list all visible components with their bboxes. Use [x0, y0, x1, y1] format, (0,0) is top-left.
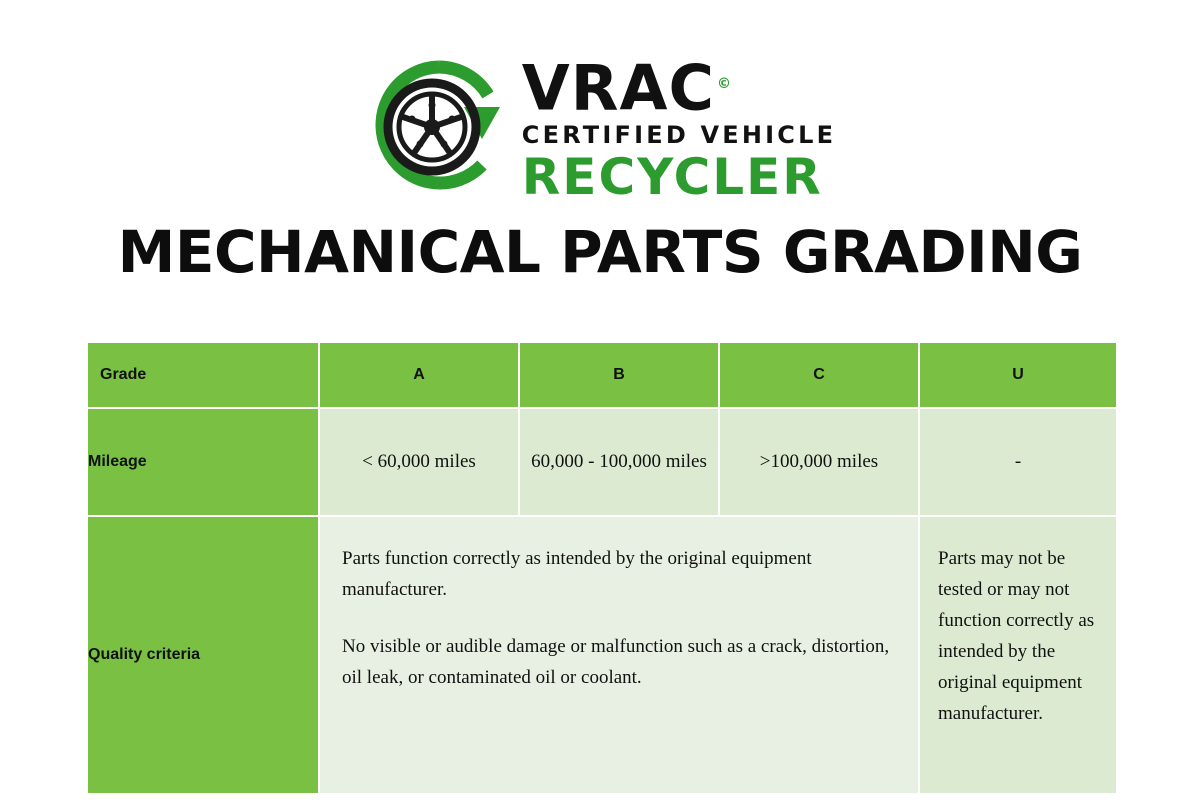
quality-criteria-u: Parts may not be tested or may not function correctly as intended by the original equipment manufacturer. [919, 516, 1117, 794]
mileage-value-u: - [919, 408, 1117, 516]
header-column-b: B [519, 342, 719, 408]
header-column-a: A [319, 342, 519, 408]
grading-table [86, 341, 1118, 795]
wheel-recycle-arrow-icon [364, 55, 514, 195]
quality-criteria-paragraph-2: No visible or audible damage or malfunction such as a crack, distortion, oil leak, or contaminated oil or coolant. [342, 636, 890, 688]
mileage-value-a: < 60,000 miles [319, 408, 519, 516]
row-label-quality-criteria: Quality criteria [87, 516, 319, 794]
header-column-c: C [719, 342, 919, 408]
logo-brand-text [521, 51, 733, 125]
table-header-row [87, 342, 1117, 408]
logo-inner [364, 48, 837, 206]
logo-brand-label: VRAC [521, 51, 716, 125]
header-grade-label: Grade [87, 342, 319, 408]
table-row [87, 408, 1117, 516]
row-label-mileage: Mileage [87, 408, 319, 516]
logo-subtitle-line2: RECYCLER [521, 147, 823, 206]
page-title: MECHANICAL PARTS GRADING [117, 218, 1083, 286]
header-column-u: U [919, 342, 1117, 408]
table-row [87, 516, 1117, 794]
quality-criteria-paragraph-1: Parts function correctly as intended by the original equipment manufacturer. [342, 548, 812, 600]
mileage-value-c: >100,000 miles [719, 408, 919, 516]
logo-subtitle-line1: CERTIFIED VEHICLE [521, 120, 837, 149]
quality-criteria-abc [319, 516, 919, 794]
logo-wordmark [521, 48, 837, 206]
copyright-icon: © [717, 76, 733, 92]
brand-logo [0, 48, 1200, 206]
mileage-value-b: 60,000 - 100,000 miles [519, 408, 719, 516]
